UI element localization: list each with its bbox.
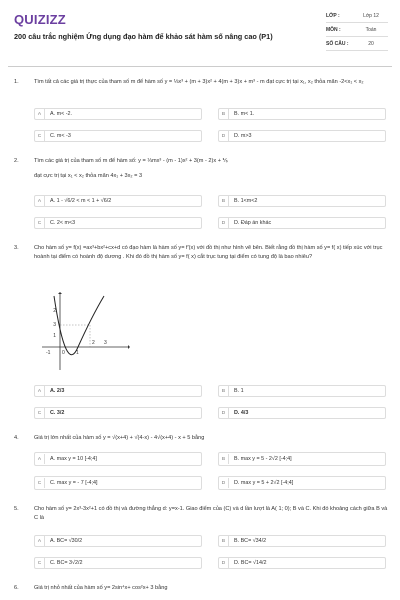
y-tick-3: 3 bbox=[53, 322, 56, 328]
option-d[interactable] bbox=[218, 557, 386, 569]
header-divider bbox=[8, 66, 392, 67]
option-c[interactable] bbox=[34, 557, 202, 569]
meta-value: 20 bbox=[368, 40, 374, 47]
y-tick-1: 1 bbox=[53, 333, 56, 339]
question-text: Giá trị nhỏ nhất của hàm số y= 2sin⁴x+ cos²x+ 3 bằng bbox=[34, 585, 168, 591]
option-letter: B bbox=[219, 196, 229, 206]
option-a[interactable] bbox=[34, 535, 202, 547]
question-text: Giá trị lớn nhất của hàm số y = √(x+4) + √(4-x) - 4√(x+4) - x + 5 bằng bbox=[34, 435, 205, 441]
option-a[interactable] bbox=[34, 452, 202, 466]
question-number: 3. bbox=[14, 245, 19, 251]
option-a[interactable] bbox=[34, 385, 202, 397]
question-text: Cho hàm số y= f(x) =ax³+bx²+cx+d có đạo hàm là hàm số y= f'(x) với đồ thị như hình vẽ bên. Biết rằng đồ thị hàm số y= f( x) tiếp xúc với trục hoành tại điểm có hoành độ dương . Khi đó đồ thị hàm số y= f( x) cắt trục tung tại điểm có tung độ là bao nhiêu? bbox=[34, 245, 383, 260]
option-text: D. Đáp án khác bbox=[234, 220, 272, 226]
option-b[interactable] bbox=[218, 385, 386, 397]
x-tick-0: 0 bbox=[62, 350, 65, 356]
option-letter: C bbox=[35, 478, 45, 488]
meta-key: MÔN : bbox=[326, 26, 341, 33]
option-text: A. 1 - √6/2 < m < 1 + √6/2 bbox=[50, 198, 112, 204]
option-d[interactable] bbox=[218, 476, 386, 490]
y-tick-2: 2 bbox=[53, 308, 56, 314]
option-letter: B bbox=[219, 386, 229, 396]
question-number: 1. bbox=[14, 79, 19, 85]
option-b[interactable] bbox=[218, 108, 386, 120]
option-a[interactable] bbox=[34, 108, 202, 120]
option-d[interactable] bbox=[218, 217, 386, 229]
option-b[interactable] bbox=[218, 452, 386, 466]
question-text: Tìm tất cả các giá trị thực của tham số m để hàm số y = ⅓x³ + (m + 3)x² + 4(m + 3)x + m³ - m đạt cực trị tại x₁, x₂ thỏa mãn -2<x₁ < x₂ bbox=[34, 79, 364, 85]
option-text: A. max y = 10 [-4;4] bbox=[50, 456, 97, 462]
meta-row-count bbox=[326, 37, 388, 51]
option-letter: D bbox=[219, 131, 229, 141]
option-text: C. BC= 3√2/2 bbox=[50, 560, 83, 566]
meta-value: Lớp 12 bbox=[363, 12, 379, 19]
option-text: B. BC= √34/2 bbox=[234, 538, 267, 544]
question-1 bbox=[14, 78, 392, 87]
option-letter: A bbox=[35, 196, 45, 206]
option-letter: D bbox=[219, 558, 229, 568]
option-letter: D bbox=[219, 218, 229, 228]
option-a[interactable] bbox=[34, 195, 202, 207]
option-letter: B bbox=[219, 454, 229, 464]
option-letter: C bbox=[35, 218, 45, 228]
x-tick-minus-1: -1 bbox=[46, 350, 51, 356]
option-c[interactable] bbox=[34, 476, 202, 490]
meta-value: Toán bbox=[365, 26, 377, 33]
option-c[interactable] bbox=[34, 217, 202, 229]
option-text: C. m< -3 bbox=[50, 133, 71, 139]
option-letter: A bbox=[35, 109, 45, 119]
option-letter: C bbox=[35, 558, 45, 568]
parabola-left bbox=[54, 296, 78, 355]
option-d[interactable] bbox=[218, 407, 386, 419]
question-6 bbox=[14, 584, 392, 593]
meta-row-class bbox=[326, 9, 388, 23]
question-text-line-2: đạt cực trị tại x₁ < x₂ thỏa mãn 4x₁ + 3x₂ = 3 bbox=[34, 172, 143, 179]
question-5 bbox=[14, 505, 392, 523]
option-letter: C bbox=[35, 131, 45, 141]
option-text: B. 1<m<2 bbox=[234, 198, 258, 204]
option-letter: A bbox=[35, 454, 45, 464]
option-letter: A bbox=[35, 386, 45, 396]
option-text: B. max y = 5 - 2√2 [-4;4] bbox=[234, 456, 292, 462]
option-text: A. 2/3 bbox=[50, 388, 65, 394]
question-2 bbox=[14, 157, 392, 181]
meta-row-subject bbox=[326, 23, 388, 37]
x-axis-arrow bbox=[128, 345, 130, 349]
option-text: D. BC= √14/2 bbox=[234, 560, 267, 566]
option-text: D. m>3 bbox=[234, 133, 252, 139]
question-number: 5. bbox=[14, 506, 19, 512]
option-letter: A bbox=[35, 536, 45, 546]
option-text: D. 4/3 bbox=[234, 410, 249, 416]
x-tick-1: 1 bbox=[76, 350, 79, 356]
option-letter: C bbox=[35, 408, 45, 418]
option-b[interactable] bbox=[218, 535, 386, 547]
option-c[interactable] bbox=[34, 407, 202, 419]
option-text: C. max y = - 7 [-4;4] bbox=[50, 480, 98, 486]
question-3 bbox=[14, 244, 392, 262]
question-number: 4. bbox=[14, 435, 19, 441]
option-text: A. BC= √30/2 bbox=[50, 538, 83, 544]
derivative-graph bbox=[40, 292, 130, 372]
option-text: C. 3/2 bbox=[50, 410, 65, 416]
document-header bbox=[0, 0, 400, 62]
option-text: A. m< -2. bbox=[50, 111, 73, 117]
option-letter: D bbox=[219, 478, 229, 488]
meta-key: LỚP : bbox=[326, 12, 340, 19]
meta-key: SỐ CÂU : bbox=[326, 40, 349, 47]
question-4 bbox=[14, 434, 392, 443]
question-text: Tìm các giá trị của tham số m để hàm số: y = ⅓mx³ - (m - 1)x² + 3(m - 2)x + ⅙ bbox=[34, 158, 228, 164]
option-text: B. m< 1. bbox=[234, 111, 255, 117]
option-letter: B bbox=[219, 109, 229, 119]
option-c[interactable] bbox=[34, 130, 202, 142]
option-text: C. 2< m<3 bbox=[50, 220, 76, 226]
x-tick-3: 3 bbox=[104, 340, 107, 346]
x-tick-2: 2 bbox=[92, 340, 95, 346]
meta-table bbox=[326, 9, 388, 51]
option-d[interactable] bbox=[218, 130, 386, 142]
parabola-right bbox=[78, 296, 104, 347]
question-number: 6. bbox=[14, 585, 19, 591]
document-title: 200 câu trắc nghiệm Ứng dụng đạo hàm để khảo sát hàm số nâng cao (P1) bbox=[14, 32, 273, 41]
option-letter: D bbox=[219, 408, 229, 418]
option-text: D. max y = 5 + 2√2 [-4;4] bbox=[234, 480, 294, 486]
option-b[interactable] bbox=[218, 195, 386, 207]
quizizz-logo: QUIZIZZ bbox=[14, 12, 66, 27]
option-text: B. 1 bbox=[234, 388, 244, 394]
option-letter: B bbox=[219, 536, 229, 546]
y-axis-arrow bbox=[58, 292, 62, 294]
question-number: 2. bbox=[14, 158, 19, 164]
question-text: Cho hàm số y= 2x³-3x²+1 có đồ thị và đường thẳng d: y=x-1. Giao điểm của (C) và d lần lượt là A( 1; 0); B và C. Khi đó khoảng cách giữa B và C là bbox=[34, 506, 388, 521]
